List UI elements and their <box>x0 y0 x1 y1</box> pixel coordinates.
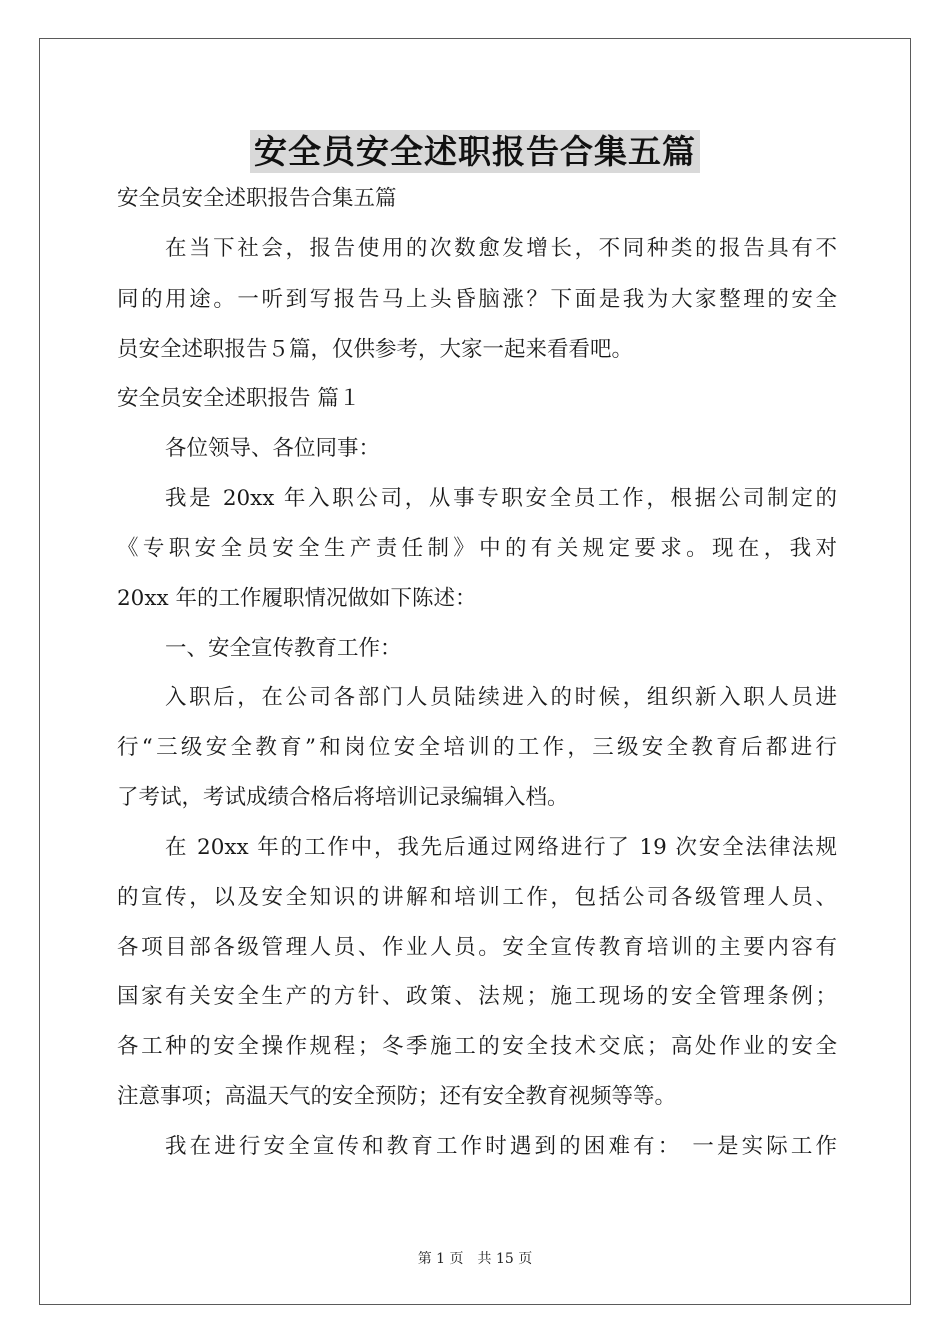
section-heading: 安全员安全述职报告 篇１ <box>117 386 361 411</box>
paragraph-line: 了考试，考试成绩合格后将培训记录编辑入档。 <box>117 785 569 810</box>
subtitle-line: 安全员安全述职报告合集五篇 <box>117 186 397 211</box>
paragraph-line: 在 20xx 年的工作中，我先后通过网络进行了 19 次安全法律法规 <box>165 835 837 860</box>
paragraph-line: 《专职安全员安全生产责任制》中的有关规定要求。现在，我对 <box>117 536 837 561</box>
document-title: 安全员安全述职报告合集五篇 <box>250 130 700 173</box>
paragraph-line: 20xx 年的工作履职情况做如下陈述： <box>117 586 477 611</box>
paragraph-line: 的宣传，以及安全知识的讲解和培训工作，包括公司各级管理人员、 <box>117 885 837 910</box>
page-border <box>39 38 911 1305</box>
paragraph-line: 员安全述职报告５篇，仅供参考，大家一起来看看吧。 <box>117 337 634 362</box>
paragraph-line: 国家有关安全生产的方针、政策、法规；施工现场的安全管理条例； <box>117 984 837 1009</box>
paragraph-line: 各位领导、各位同事： <box>165 436 381 461</box>
paragraph-line: 入职后，在公司各部门人员陆续进入的时候，组织新入职人员进 <box>165 685 837 710</box>
paragraph-line: 同的用途。一听到写报告马上头昏脑涨？下面是我为大家整理的安全 <box>117 287 837 312</box>
document-title-block <box>0 126 950 173</box>
paragraph-line: 注意事项；高温天气的安全预防；还有安全教育视频等等。 <box>117 1084 677 1109</box>
paragraph-line: 各工种的安全操作规程；冬季施工的安全技术交底；高处作业的安全 <box>117 1034 837 1059</box>
paragraph-line: 各项目部各级管理人员、作业人员。安全宣传教育培训的主要内容有 <box>117 935 837 960</box>
paragraph-line: 我是 20xx 年入职公司，从事专职安全员工作，根据公司制定的 <box>165 486 837 511</box>
paragraph-line: 一、安全宣传教育工作： <box>165 636 402 661</box>
paragraph-line: 行“三级安全教育”和岗位安全培训的工作，三级安全教育后都进行 <box>117 735 837 760</box>
page-footer: 第 1 页 共 15 页 <box>417 1251 533 1267</box>
paragraph-line: 我在进行安全宣传和教育工作时遇到的困难有： 一是实际工作 <box>165 1134 837 1159</box>
paragraph-line: 在当下社会，报告使用的次数愈发增长，不同种类的报告具有不 <box>165 236 837 261</box>
